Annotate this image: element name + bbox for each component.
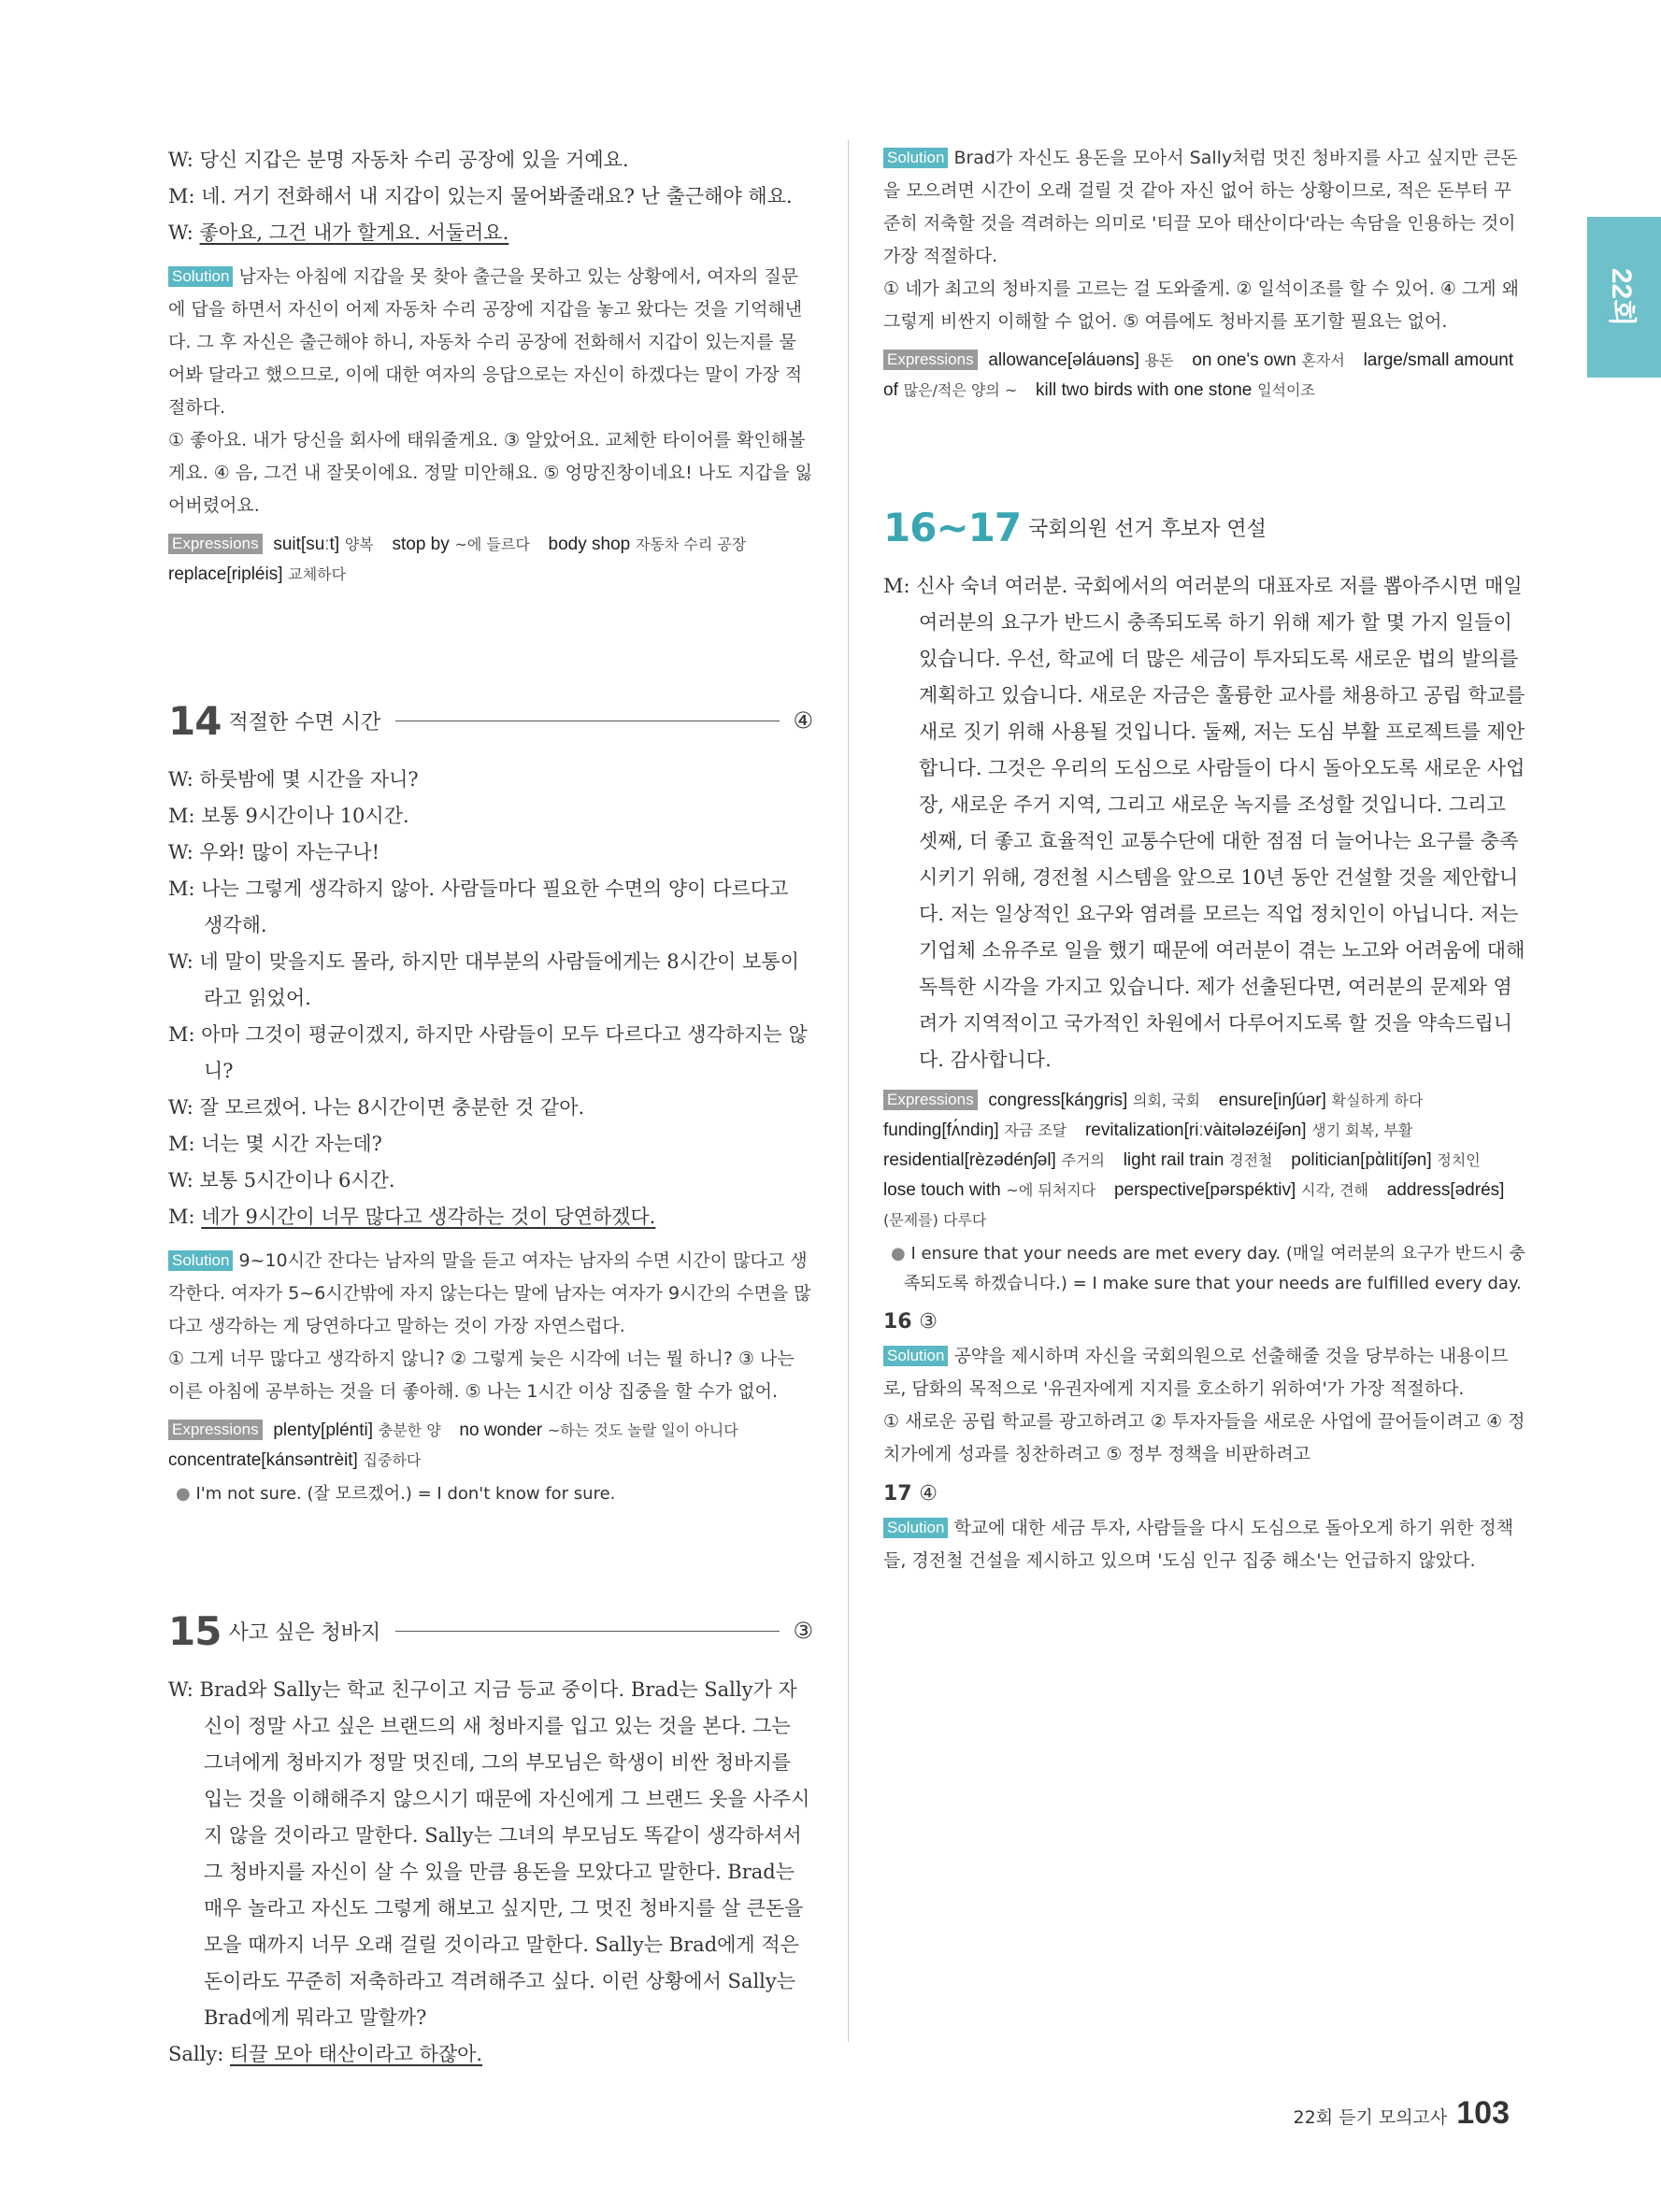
dialogue-line [168, 871, 813, 944]
expr-gloss: (문제를) 다루다 [883, 1211, 987, 1229]
solution-tag: Solution [883, 1518, 948, 1538]
expressions-tag: Expressions [168, 534, 263, 554]
expr-gloss: 많은/적은 양의 ~ [903, 381, 1018, 399]
question-number: 17 [883, 1482, 912, 1506]
speaker: W: [168, 950, 193, 973]
dialogue-line [168, 1017, 813, 1090]
utterance: 네. 거기 전화해서 내 지갑이 있는지 물어봐줄래요? 난 출근해야 해요. [201, 185, 793, 207]
speaker: M: [168, 1133, 195, 1155]
speaker: W: [168, 149, 193, 171]
section-answer: ④ [793, 707, 813, 734]
expr-term: replace[ripléis] [168, 564, 283, 584]
expr-gloss: 확실하게 하다 [1331, 1092, 1424, 1109]
header-rule [395, 1631, 780, 1632]
expr-term: perspective[pərspéktiv] [1113, 1180, 1296, 1200]
bullet-icon: ● [176, 1484, 191, 1504]
expressions-tag: Expressions [883, 1090, 978, 1110]
expressions-block [168, 530, 813, 590]
speaker: M: [168, 878, 195, 900]
expr-term: stop by [392, 535, 450, 554]
dialogue-14 [168, 762, 813, 1235]
expr-term: kill two birds with one stone [1036, 380, 1253, 400]
expr-gloss: 의회, 국회 [1132, 1092, 1200, 1109]
note-text: I'm not sure. (잘 모르겠어.) = I don't know for sure. [195, 1484, 616, 1504]
solution-block [883, 1340, 1528, 1406]
expr-term: allowance[əláuəns] [988, 350, 1139, 370]
answer-utterance: 티끌 모아 태산이라고 하잖아. [229, 2043, 483, 2065]
expr-term: large/small amount of [883, 350, 1514, 400]
question-answer: ④ [919, 1482, 938, 1506]
expr-term: address[ədrés] [1386, 1180, 1505, 1200]
speaker: W: [168, 1169, 193, 1192]
section-14-header [168, 692, 813, 749]
expressions-tag: Expressions [883, 350, 978, 370]
speaker: W: [168, 221, 193, 244]
solution-tag: Solution [168, 1250, 233, 1271]
expr-term: concentrate[kánsəntrèit] [168, 1450, 358, 1470]
page-footer [1294, 2095, 1510, 2132]
expr-term: suit[suːt] [273, 535, 340, 554]
expr-gloss: 시각, 견해 [1301, 1181, 1368, 1199]
expr-term: lose touch with [883, 1180, 1001, 1200]
speaker: M: [168, 1023, 195, 1046]
question-16-header [883, 1306, 1528, 1338]
expr-gloss: 경전철 [1229, 1151, 1273, 1169]
utterance: 신사 숙녀 여러분. 국회에서의 여러분의 대표자로 저를 뽑아주시면 매일 여러분의 요구가 반드시 충족되도록 하기 위해 제가 할 몇 가지 일들이 있습니다. 우선, 학교에 더 많은 세금이 투자되도록 새로운 법의 발의를 계획하고 있습니다. 새로운 자금은 훌륭한 교사를 채용하고 공립 학교를 새로 짓기 위해 사용될 것입니다. 둘째, 저는 도심 부활 프로젝트를 제안합니다. 그것은 우리의 도심으로 사람들이 다시 돌아오도록 새로운 사업장, 새로운 주거 지역, 그리고 새로운 녹지를 조성할 것입니다. 그리고 셋째, 더 좋고 효율적인 교통수단에 대한 점점 더 늘어나는 요구를 충족시키기 위해, 경전철 시스템을 앞으로 10년 동안 건설할 것을 제안합니다. 저는 일상적인 요구와 염려를 모르는 직업 정치인이 아닙니다. 저는 기업체 소유주로 일을 했기 때문에 여러분이 겪는 노고와 어려움에 대해 독특한 시각을 가지고 있습니다. 제가 선출된다면, 여러분의 문제와 염려가 지역적이고 국가적인 차원에서 다루어지도록 할 것을 약속드립니다. 감사합니다. [916, 575, 1525, 1071]
expr-term: residential[rèzədénʃəl] [883, 1150, 1056, 1170]
dialogue-16-17 [883, 568, 1528, 1078]
expr-gloss: 일석이조 [1257, 381, 1315, 399]
section-title: 국회의원 선거 후보자 연설 [1028, 517, 1267, 541]
choices-translation: ① 새로운 공립 학교를 광고하려고 ② 투자자들을 새로운 사업에 끌어들이려고 ④ 정치가에게 성과를 칭찬하려고 ⑤ 정부 정책을 비판하려고 [883, 1411, 1525, 1464]
expr-term: politician[pὰlitíʃən] [1291, 1150, 1432, 1170]
dialogue-line [168, 178, 813, 215]
section-title: 적절한 수면 시간 [228, 710, 381, 735]
dialogue-line [168, 762, 813, 798]
solution-text: 학교에 대한 세금 투자, 사람들을 다시 도심으로 돌아오게 하기 위한 정책들, 경전철 건설을 제시하고 있으며 '도심 인구 집중 해소'는 언급하지 않았다. [883, 1518, 1514, 1571]
bullet-icon: ● [891, 1244, 906, 1263]
expr-gloss: 양복 [344, 535, 374, 553]
expr-gloss: 충분한 양 [378, 1421, 441, 1439]
utterance: 너는 몇 시간 자는데? [201, 1133, 382, 1155]
expr-term: ensure[inʃúər] [1218, 1091, 1326, 1110]
dialogue-line [168, 215, 813, 251]
expr-gloss: ~에 들르다 [454, 535, 530, 553]
note-line [168, 1479, 813, 1509]
footer-title: 22회 듣기 모의고사 [1293, 2107, 1448, 2128]
section-15-header [168, 1603, 813, 1659]
expr-term: body shop [548, 535, 631, 554]
expr-gloss: 집중하다 [363, 1451, 422, 1469]
utterance: 아마 그것이 평균이겠지, 하지만 사람들이 모두 다르다고 생각하지는 않니? [201, 1023, 808, 1082]
dialogue-line [168, 1163, 813, 1199]
utterance: 보통 5시간이나 6시간. [199, 1169, 395, 1192]
answer-utterance: 네가 9시간이 너무 많다고 생각하는 것이 당연하겠다. [201, 1206, 656, 1228]
expr-term: funding[fʌ́ndiŋ] [883, 1120, 999, 1140]
speaker: W: [168, 768, 193, 791]
solution-text: 9~10시간 잔다는 남자의 말을 듣고 여자는 남자의 수면 시간이 많다고 생각한다. 여자가 5~6시간밖에 자지 않는다는 말에 남자는 여자가 9시간의 수면을 많다고 생각하는 게 당연하다고 말하는 것이 가장 자연스럽다. [168, 1250, 811, 1336]
solution-text: Brad가 자신도 용돈을 모아서 Sally처럼 멋진 청바지를 사고 싶지만 큰돈을 모으려면 시간이 오래 걸릴 것 같아 자신 없어 하는 상황이므로, 적은 돈부터 꾸준히 저축할 것을 격려하는 의미로 '티끌 모아 태산이다'라는 속담을 인용하는 것이 가장 적절하다. [883, 148, 1518, 266]
choices-translation: ① 그게 너무 많다고 생각하지 않니? ② 그렇게 늦은 시각에 너는 뭘 하니? ③ 나는 이른 아침에 공부하는 것을 더 좋아해. ⑤ 나는 1시간 이상 집중을 할 수가 없어. [168, 1349, 795, 1402]
speaker: W: [168, 1678, 193, 1701]
question-17-header [883, 1478, 1528, 1510]
dialogue-line [168, 142, 813, 178]
expressions-block [168, 1416, 813, 1476]
utterance: Brad와 Sally는 학교 친구이고 지금 등교 중이다. Brad는 Sally가 자신이 정말 사고 싶은 브랜드의 새 청바지를 입고 있는 것을 본다. 그는 그녀에게 청바지가 정말 멋진데, 그의 부모님은 학생이 비싼 청바지를 입는 것을 이해해주지 않으시기 때문에 자신에게 그 브랜드 옷을 사주시지 않을 것이라고 말한다. Sally는 그녀의 부모님도 똑같이 생각하셔서 그 청바지를 자신이 살 수 있을 만큼 용돈을 모았다고 말한다. Brad는 매우 놀라고 자신도 그렇게 해보고 싶지만, 그 멋진 청바지를 살 큰돈을 모을 때까지 너무 오래 걸릴 것이라고 말한다. Sally는 Brad에게 적은 돈이라도 꾸준히 저축하라고 격려해주고 싶다. 이런 상황에서 Sally는 Brad에게 뭐라고 말할까? [199, 1678, 810, 2029]
solution-block [168, 261, 813, 424]
expr-gloss: 자금 조달 [1004, 1121, 1067, 1139]
dialogue-line [168, 1090, 813, 1126]
expr-term: revitalization[riːvàitəlәzéiʃən] [1084, 1120, 1307, 1140]
solution-block [883, 142, 1528, 273]
expr-gloss: 교체하다 [288, 565, 347, 583]
dialogue-line [168, 1126, 813, 1163]
left-column [168, 142, 813, 2073]
expr-term: light rail train [1123, 1150, 1224, 1170]
utterance: 우와! 많이 자는구나! [199, 841, 380, 863]
utterance: 잘 모르겠어. 나는 8시간이면 충분한 것 같아. [199, 1096, 585, 1119]
utterance: 보통 9시간이나 10시간. [201, 805, 409, 827]
speaker: M: [168, 1206, 195, 1228]
dialogue-line [168, 944, 813, 1017]
dialogue-15 [168, 1672, 813, 2073]
expr-term: on one's own [1192, 350, 1296, 370]
solution-text: 공약을 제시하며 자신을 국회의원으로 선출해줄 것을 당부하는 내용이므로, 담화의 목적으로 '유권자에게 지지를 호소하기 위하여'가 가장 적절하다. [883, 1346, 1509, 1399]
expr-gloss: 생기 회복, 부활 [1311, 1121, 1413, 1139]
column-divider [848, 140, 849, 2042]
right-column [883, 142, 1528, 1577]
section-number: 16~17 [883, 504, 1022, 550]
speaker: M: [883, 575, 910, 597]
section-number: 14 [168, 697, 222, 744]
utterance: 나는 그렇게 생각하지 않아. 사람들마다 필요한 수면의 양이 다르다고 생각해. [201, 878, 789, 936]
solution-block [168, 1245, 813, 1343]
expr-term: no wonder [459, 1420, 543, 1440]
solution-text: 남자는 아침에 지갑을 못 찾아 출근을 못하고 있는 상황에서, 여자의 질문에 답을 하면서 자신이 어제 자동차 수리 공장에 지갑을 놓고 왔다는 것을 기억해낸다. 그 후 자신은 출근해야 하니, 자동차 수리 공장에 전화해서 지갑이 있는지를 물어봐 달라고 했으므로, 이에 대한 여자의 응답으로는 자신이 하겠다는 말이 가장 적절하다. [168, 266, 803, 418]
note-text: I ensure that your needs are met every day. (매일 여러분의 요구가 반드시 충족되도록 하겠습니다.) = I make sure that your needs are fulfilled every day. [904, 1244, 1525, 1293]
speaker: M: [168, 805, 195, 827]
section-title: 사고 싶은 청바지 [228, 1620, 381, 1645]
solution-tag: Solution [883, 1346, 948, 1366]
speaker: W: [168, 841, 193, 863]
expressions-block [883, 1086, 1528, 1235]
dialogue-line [168, 2036, 813, 2073]
dialogue-line [168, 1199, 813, 1235]
solution-tag: Solution [883, 148, 948, 168]
dialogue-line [168, 1672, 813, 2036]
section-answer: ③ [793, 1618, 813, 1644]
page-number: 103 [1456, 2095, 1510, 2131]
dialogue-top [168, 142, 813, 251]
speaker: W: [168, 1096, 193, 1119]
expr-term: congress[káŋgris] [988, 1091, 1128, 1110]
expr-gloss: 정치인 [1437, 1151, 1481, 1169]
dialogue-line [168, 835, 813, 871]
section-16-17-header [883, 499, 1528, 555]
utterance: 네 말이 맞을지도 몰라, 하지만 대부분의 사람들에게는 8시간이 보통이라고 읽었어. [199, 950, 799, 1009]
dialogue-line [883, 568, 1528, 1078]
expr-gloss: 주거의 [1061, 1151, 1105, 1169]
expr-gloss: ~에 뒤처지다 [1006, 1181, 1096, 1199]
expr-term: plenty[plénti] [273, 1420, 374, 1440]
solution-tag: Solution [168, 266, 233, 287]
choices-translation: ① 좋아요. 내가 당신을 회사에 태워줄게요. ③ 알았어요. 교체한 타이어를 확인해볼게요. ④ 음, 그건 내 잘못이에요. 정말 미안해요. ⑤ 엉망진창이네요! 나도 지갑을 잃어버렸어요. [168, 430, 812, 516]
expr-gloss: 용돈 [1144, 351, 1174, 369]
question-answer: ③ [919, 1310, 938, 1334]
expr-gloss: 자동차 수리 공장 [635, 535, 747, 553]
solution-block [883, 1512, 1528, 1577]
expr-gloss: 혼자서 [1301, 351, 1345, 369]
expressions-tag: Expressions [168, 1420, 263, 1440]
expr-gloss: ~하는 것도 놀랄 일이 아니다 [547, 1421, 738, 1439]
question-number: 16 [883, 1310, 912, 1334]
dialogue-line [168, 798, 813, 835]
utterance: 당신 지갑은 분명 자동차 수리 공장에 있을 거예요. [199, 149, 629, 171]
expressions-block [883, 346, 1528, 406]
speaker: Sally: [168, 2043, 224, 2065]
section-number: 15 [168, 1607, 222, 1654]
speaker: M: [168, 185, 195, 207]
utterance: 하룻밤에 몇 시간을 자니? [199, 768, 419, 791]
answer-utterance: 좋아요, 그건 내가 할게요. 서둘러요. [199, 221, 509, 244]
chapter-tab-label: 22회 [1605, 267, 1637, 327]
note-line [883, 1239, 1528, 1299]
choices-translation: ① 네가 최고의 청바지를 고르는 걸 도와줄게. ② 일석이조를 할 수 있어. ④ 그게 왜 그렇게 비싼지 이해할 수 없어. ⑤ 여름에도 청바지를 포기할 필요는 없어. [883, 278, 1519, 332]
chapter-tab [1587, 217, 1661, 378]
